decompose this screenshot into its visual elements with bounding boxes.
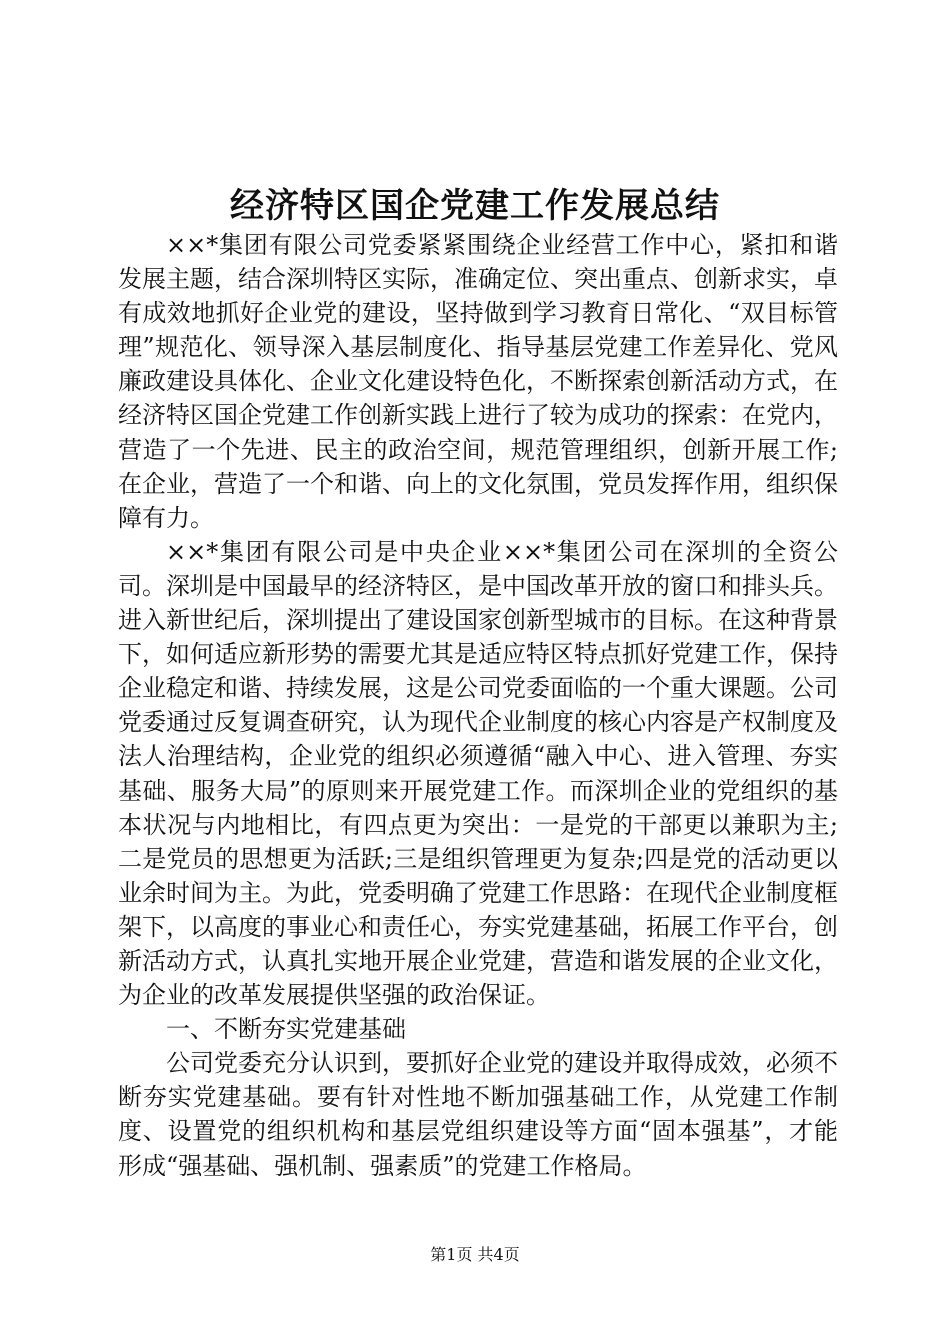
section-heading: 一、不断夯实党建基础 [166,1015,406,1044]
page-number: 第1页 共4页 [430,1245,520,1264]
document-body [118,228,838,1183]
paragraph-intro: ××*集团有限公司党委紧紧围绕企业经营工作中心，紧扣和谐发展主题，结合深圳特区实际，准确定位、突出重点、创新求实，卓有成效地抓好企业党的建设，坚持做到学习教育日常化、“双目标管理”规范化、领导深入基层制度化、指导基层党建工作差异化、党风廉政建设具体化、企业文化建设特色化，不断探索创新活动方式，在经济特区国企党建工作创新实践上进行了较为成功的探索：在党内，营造了一个先进、民主的政治空间，规范管理组织，创新开展工作;在企业，营造了一个和谐、向上的文化氛围，党员发挥作用，组织保障有力。 [118,231,838,532]
paragraph-section-1: 公司党委充分认识到，要抓好企业党的建设并取得成效，必须不断夯实党建基础。要有针对性地不断加强基础工作，从党建工作制度、设置党的组织机构和基层党组织建设等方面“固本强基”，才能形成“强基础、强机制、强素质”的党建工作格局。 [118,1049,838,1180]
paragraph-background: ××*集团有限公司是中央企业××*集团公司在深圳的全资公司。深圳是中国最早的经济特区，是中国改革开放的窗口和排头兵。进入新世纪后，深圳提出了建设国家创新型城市的目标。在这种背景下，如何适应新形势的需要尤其是适应特区特点抓好党建工作，保持企业稳定和谐、持续发展，这是公司党委面临的一个重大课题。公司党委通过反复调查研究，认为现代企业制度的核心内容是产权制度及法人治理结构，企业党的组织必须遵循“融入中心、进入管理、夯实基础、服务大局”的原则来开展党建工作。而深圳企业的党组织的基本状况与内地相比，有四点更为突出：一是党的干部更以兼职为主;二是党员的思想更为活跃;三是组织管理更为复杂;四是党的活动更以业余时间为主。为此，党委明确了党建工作思路：在现代企业制度框架下，以高度的事业心和责任心，夯实党建基础，拓展工作平台，创新活动方式，认真扎实地开展企业党建，营造和谐发展的企业文化，为企业的改革发展提供坚强的政治保证。 [118,537,838,1010]
document-title: 经济特区国企党建工作发展总结 [230,186,720,226]
